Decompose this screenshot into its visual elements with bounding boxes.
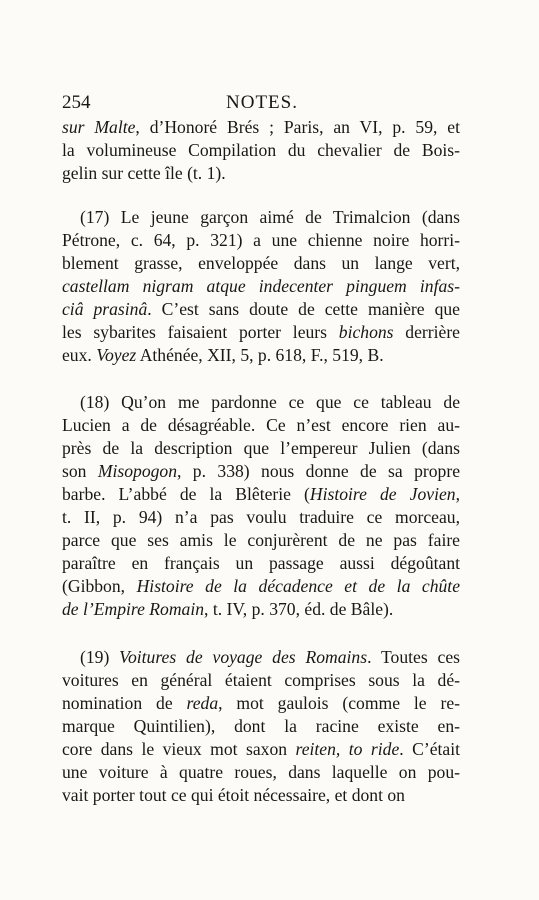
- text-run: (18) Qu’on me pardonne ce que ce tableau de: [80, 392, 460, 412]
- text-run: la volumineuse Compilation du chevalier de Bois-: [62, 140, 460, 160]
- text-line: [62, 738, 460, 761]
- text-line: [62, 391, 460, 414]
- text-line: [62, 761, 460, 784]
- text-run: . C’est sans doute de cette manière que: [147, 299, 460, 319]
- note-19: [62, 646, 460, 807]
- text-line: [62, 692, 460, 715]
- text-line: [62, 344, 460, 367]
- text-run: gelin sur cette île (t. 1).: [62, 163, 226, 183]
- text-run: vait porter tout ce qui étoit nécessaire, et dont on: [62, 785, 405, 805]
- page-text: [62, 116, 460, 807]
- text-line: [62, 298, 460, 321]
- text-run: nomination de: [62, 693, 187, 713]
- text-line: [62, 460, 460, 483]
- text-run: blement grasse, enveloppée dans un lange vert,: [62, 253, 460, 273]
- text-line: [62, 275, 460, 298]
- text-line: [62, 552, 460, 575]
- text-run: près de la description que l’empereur Julien (dans: [62, 438, 460, 458]
- italic-text: Misopogon: [97, 461, 178, 481]
- text-line: [62, 321, 460, 344]
- text-run: une voiture à quatre roues, dans laquelle on pou-: [62, 762, 460, 782]
- text-line: [62, 229, 460, 252]
- text-line: [62, 575, 460, 598]
- italic-text: Histoire de Jovien: [309, 484, 456, 504]
- text-run: Lucien a de désagréable. Ce n’est encore rien au-: [62, 415, 460, 435]
- text-line: [62, 715, 460, 738]
- italic-text: Histoire de la décadence et de la chûte: [136, 576, 460, 596]
- text-line: [62, 414, 460, 437]
- text-line: [62, 598, 460, 621]
- text-line: [62, 437, 460, 460]
- text-run: ,: [455, 484, 460, 504]
- text-run: , d’Honoré Brés ; Paris, an VI, p. 59, et: [135, 117, 460, 137]
- text-run: t. II, p. 94) n’a pas voulu traduire ce morceau,: [62, 507, 460, 527]
- text-run: marque Quintilien), dont la racine existe en-: [62, 716, 460, 736]
- italic-text: de l’Empire Romain: [62, 599, 205, 619]
- text-run: core dans le vieux mot saxon: [62, 739, 296, 759]
- text-line: [62, 116, 460, 139]
- text-run: son: [62, 461, 98, 481]
- text-line: [62, 206, 460, 229]
- text-run: Pétrone, c. 64, p. 321) a une chienne noire horri-: [62, 230, 460, 250]
- text-line: [62, 162, 460, 185]
- text-line: [62, 669, 460, 692]
- text-run: (17) Le jeune garçon aimé de Trimalcion (dans: [80, 207, 460, 227]
- italic-text: Voyez: [96, 345, 137, 365]
- note-18: [62, 391, 460, 621]
- text-run: (19): [80, 647, 120, 667]
- text-run: . C’était: [399, 739, 460, 759]
- note-17: [62, 206, 460, 367]
- text-run: . Toutes ces: [367, 647, 460, 667]
- italic-text: bichons: [338, 322, 394, 342]
- italic-text: reda: [186, 693, 219, 713]
- text-run: eux.: [62, 345, 97, 365]
- italic-text: ciâ prasinâ: [62, 299, 148, 319]
- running-head: NOTES.: [226, 92, 298, 113]
- text-run: parce que ses amis le conjurèrent de ne pas faire: [62, 530, 460, 550]
- text-run: barbe. L’abbé de la Blêterie (: [62, 484, 310, 504]
- italic-text: Voitures de voyage des Romains: [119, 647, 368, 667]
- text-line: [62, 139, 460, 162]
- continued-paragraph: [62, 116, 460, 185]
- text-line: [62, 784, 460, 807]
- text-line: [62, 646, 460, 669]
- page-number: 254: [62, 92, 91, 113]
- text-line: [62, 529, 460, 552]
- text-run: les sybarites faisaient porter leurs: [62, 322, 339, 342]
- text-run: voitures en général étaient comprises sous la dé-: [62, 670, 460, 690]
- text-run: , p. 338) nous donne de sa propre: [177, 461, 460, 481]
- italic-text: reiten, to ride: [295, 739, 400, 759]
- text-run: paraître en français un passage aussi dégoûtant: [62, 553, 460, 573]
- italic-text: castellam nigram atque indecenter pinguem infas-: [62, 276, 460, 296]
- text-run: (Gibbon,: [62, 576, 137, 596]
- text-line: [62, 252, 460, 275]
- text-line: [62, 506, 460, 529]
- italic-text: sur Malte: [62, 117, 136, 137]
- text-run: Athénée, XII, 5, p. 618, F., 519, B.: [136, 345, 384, 365]
- page-header: [62, 92, 462, 116]
- text-line: [62, 483, 460, 506]
- text-run: derrière: [393, 322, 460, 342]
- text-run: , mot gaulois (comme le re-: [218, 693, 460, 713]
- text-run: , t. IV, p. 370, éd. de Bâle).: [204, 599, 394, 619]
